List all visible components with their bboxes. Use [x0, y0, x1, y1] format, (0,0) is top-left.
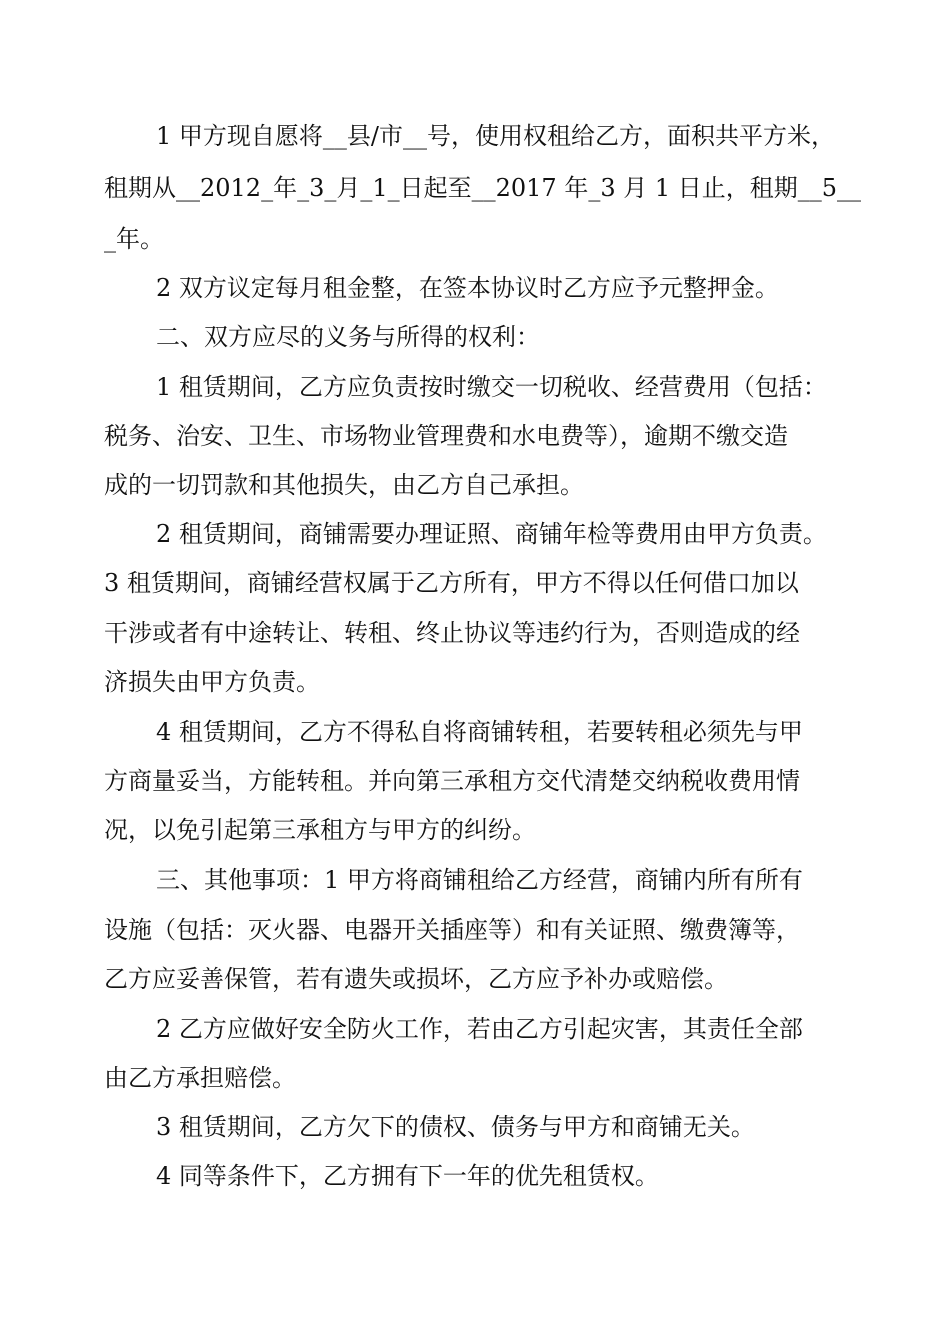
text-line: 1 甲方现自愿将__县/市__号，使用权租给乙方，面积共平方米， — [156, 122, 835, 150]
text-line: 4 租赁期间，乙方不得私自将商铺转租，若要转租必须先与甲 — [156, 718, 803, 746]
text-line: _年。 — [104, 225, 164, 253]
text-line: 2 乙方应做好安全防火工作，若由乙方引起灾害，其责任全部 — [156, 1015, 803, 1043]
text-line: 设施（包括：灭火器、电器开关插座等）和有关证照、缴费簿等， — [104, 916, 800, 944]
text-line: 成的一切罚款和其他损失，由乙方自己承担。 — [104, 471, 584, 499]
text-line: 2 租赁期间，商铺需要办理证照、商铺年检等费用由甲方负责。 — [156, 520, 827, 548]
text-line: 干涉或者有中途转让、转租、终止协议等违约行为，否则造成的经 — [104, 619, 800, 647]
text-line: 乙方应妥善保管，若有遗失或损坏，乙方应予补办或赔偿。 — [104, 965, 728, 993]
text-line: 况，以免引起第三承租方与甲方的纠纷。 — [104, 816, 536, 844]
section-heading: 二、双方应尽的义务与所得的权利： — [156, 323, 540, 351]
text-line: 租期从__2012_年_3_月_1_日起至__2017 年_3 月 1 日止，租期__5__ — [104, 174, 862, 202]
text-line: 由乙方承担赔偿。 — [104, 1064, 296, 1092]
text-line: 税务、治安、卫生、市场物业管理费和水电费等），逾期不缴交造 — [104, 422, 788, 450]
section-heading: 三、其他事项：1 甲方将商铺租给乙方经营，商铺内所有所有 — [156, 866, 803, 894]
text-line: 3 租赁期间，乙方欠下的债权、债务与甲方和商铺无关。 — [156, 1113, 755, 1141]
text-line: 1 租赁期间，乙方应负责按时缴交一切税收、经营费用（包括： — [156, 373, 827, 401]
text-line: 济损失由甲方负责。 — [104, 668, 320, 696]
text-line: 2 双方议定每月租金整，在签本协议时乙方应予元整押金。 — [156, 274, 779, 302]
text-line: 方商量妥当，方能转租。并向第三承租方交代清楚交纳税收费用情 — [104, 767, 800, 795]
text-line: 4 同等条件下，乙方拥有下一年的优先租赁权。 — [156, 1162, 659, 1190]
text-line: 3 租赁期间，商铺经营权属于乙方所有，甲方不得以任何借口加以 — [104, 569, 799, 597]
